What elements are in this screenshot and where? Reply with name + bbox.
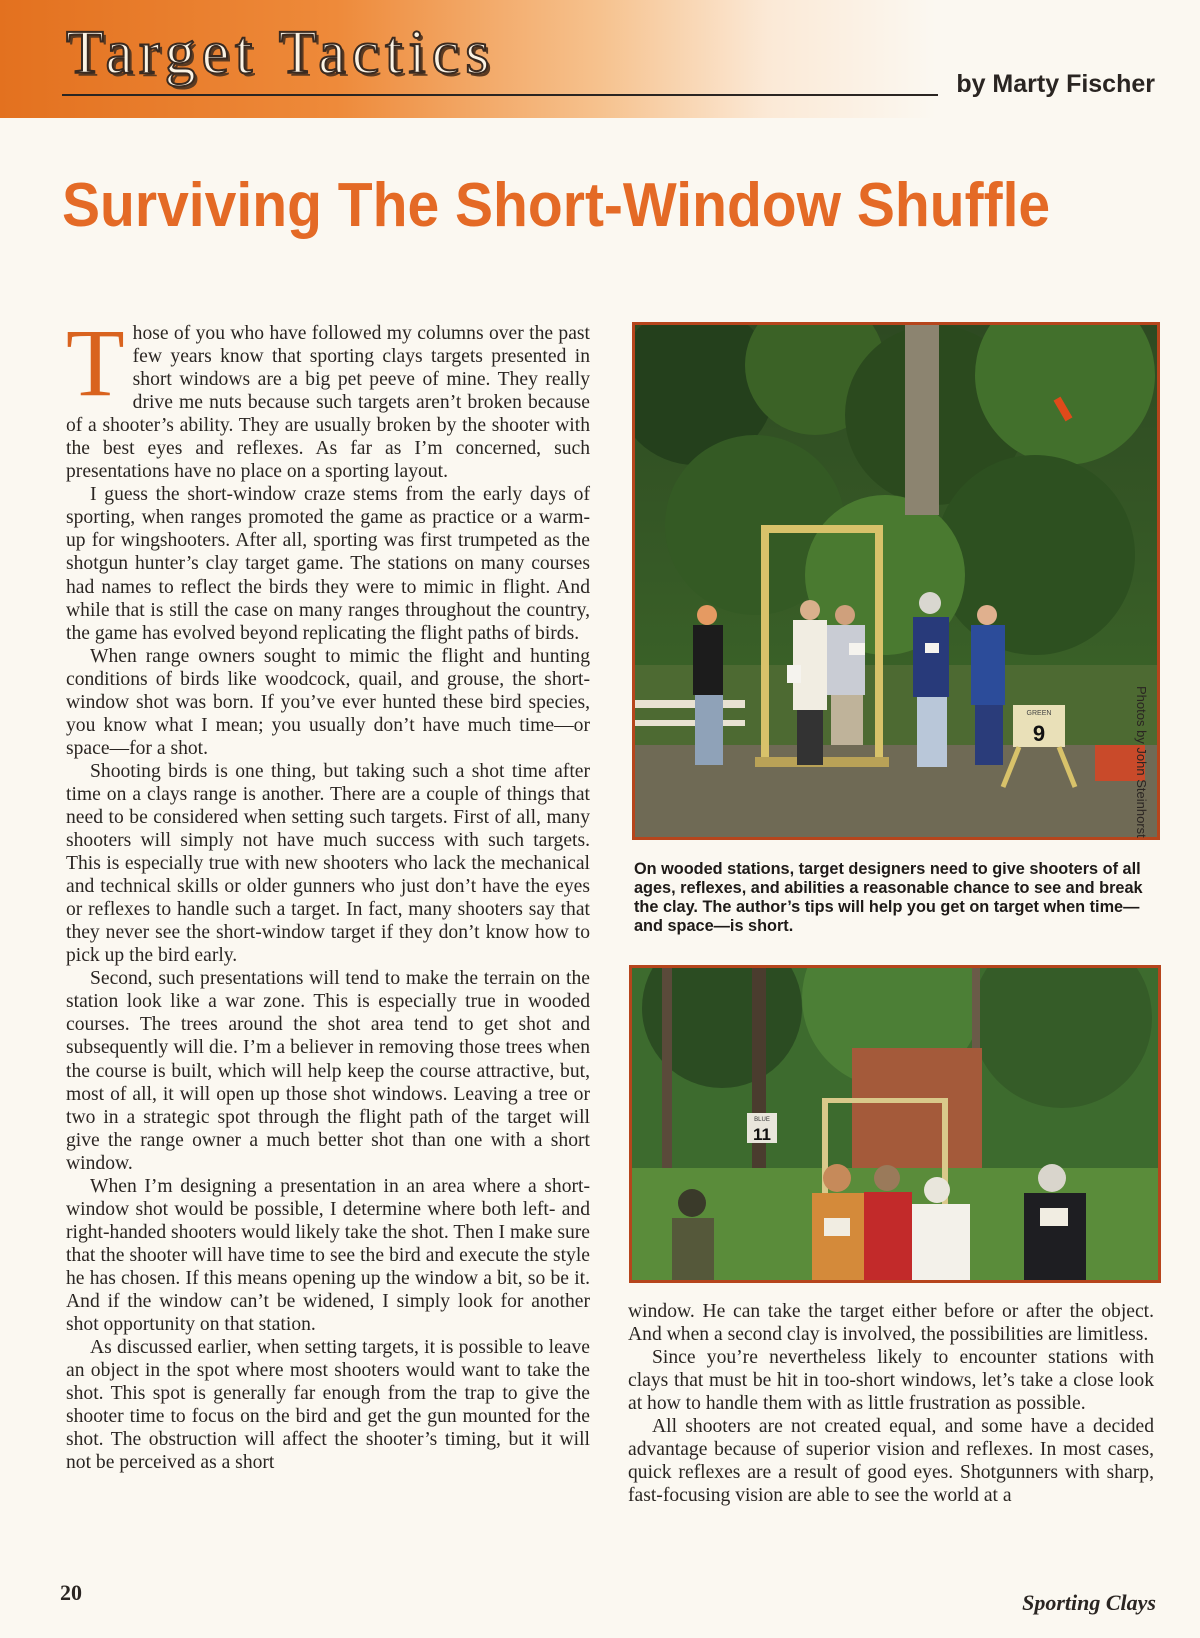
- magazine-name: Sporting Clays: [1022, 1590, 1156, 1615]
- photo-wooded-station-9: [632, 322, 1160, 840]
- paragraph-9: Since you’re nevertheless likely to encounter stations with clays that must be hit in too-short windows, let’s take a close look at how to handle them with as little frustration as possible.: [628, 1347, 1154, 1415]
- shooter-4: [913, 592, 949, 767]
- byline: by Marty Fischer: [956, 70, 1155, 98]
- station-sign-11-label: BLUE: [754, 1117, 770, 1123]
- paragraph-2: I guess the short-window craze stems from the early days of sporting, when ranges promoted the game as practice or a warm-up for wingshooters. After all, sporting was first trumpeted as the shotgun hunter’s clay target game. The stations on many courses had names to reflect the birds they were to mimic in flight. And while that is still the case on many ranges throughout the country, the game has evolved beyond replicating the flight paths of birds.: [66, 484, 590, 644]
- paragraph-7: As discussed earlier, when setting targets, it is possible to leave an object in the spot where most shooters would want to take the shot. This spot is generally far enough from the trap to give the shooter time to focus on the bird and get the gun mounted for the shot. The obstruction will affect the shooter’s timing, but it will not be perceived as a short: [66, 1337, 590, 1474]
- left-column: [66, 309, 590, 1474]
- paragraph-4: Shooting birds is one thing, but taking such a shot time after time on a clays range is another. There are a couple of things that need to be considered when setting such targets. First of all, many shooters will simply not have much success with such targets. This is especially true with new shooters who lack the mechanical and technical skills or older gunners who just don’t have the eyes or reflexes to handle such a target. In fact, many shooters say that they never see the short-window target if they don’t know how to pick up the bird early.: [66, 760, 590, 967]
- section-title: Target Tactics: [66, 19, 496, 87]
- right-column: [628, 1300, 1154, 1507]
- station-sign-11-number: 11: [753, 1125, 771, 1144]
- shooter-5: [971, 605, 1005, 765]
- article-headline: Surviving The Short-Window Shuffle: [62, 171, 1051, 240]
- paragraph-3: When range owners sought to mimic the flight and hunting conditions of birds like woodcock, quail, and grouse, the short-window shot was born. If you’ve ever hunted these bird species, you know what I mean; you usually don’t have much time—or space—for a shot.: [66, 645, 590, 759]
- photo-caption: On wooded stations, target designers need to give shooters of all ages, reflexes, and abilities a reasonable chance to see and break the clay. The author’s tips will help you get on target when time—and space—is short.: [634, 860, 1143, 935]
- paragraph-10: All shooters are not created equal, and some have a decided advantage because of superior vision and reflexes. In most cases, quick reflexes are a result of good eyes. Shotgunners with sharp, fast-focusing vision are able to see the world at a: [628, 1416, 1154, 1507]
- page-number: 20: [60, 1580, 82, 1605]
- station-sign-11: [747, 1113, 777, 1144]
- paragraph-1-text: hose of you who have followed my columns over the past few years know that sporting clays targets presented in short windows are a big pet peeve of mine. They really drive me nuts because such targets aren’t broken because of a shooter’s ability. They are usually broken by the shooter with the best eyes and reflexes. As far as I’m concerned, such presentations have no place on a sporting layout.: [66, 323, 590, 483]
- paragraph-8: window. He can take the target either before or after the object. And when a second clay is involved, the possibilities are limitless.: [628, 1301, 1154, 1346]
- photo-blue-station-11: [629, 965, 1161, 1283]
- station-sign-9-label: GREEN: [1026, 710, 1052, 717]
- station-sign-9-number: 9: [1032, 721, 1046, 746]
- paragraph-5: Second, such presentations will tend to make the terrain on the station look like a war zone. This is especially true in wooded courses. The trees around the shot area tend to get shot and subsequently will die. I’m a believer in removing those trees when the course is built, which will help keep the course attractive, but, most of all, it will open up those shot windows. Leaving a tree or two in a strategic spot through the flight path of the target will give the range owner a much better shot than one with a short window.: [66, 968, 590, 1174]
- paragraph-6: When I’m designing a presentation in an area where a short-window shot would be possible, I determine where both left- and right-handed shooters would likely take the shot. Then I make sure that the shooter will have time to see the bird and execute the style he has chosen. If this means opening up the window a bit, so be it. And if the window can’t be widened, I simply look for another shot opportunity on that station.: [66, 1175, 590, 1336]
- header-rule: [62, 94, 938, 96]
- photo-credit: Photos by John Steinhorst: [1134, 686, 1149, 838]
- shooter-3: [827, 605, 865, 745]
- shooter-left: [693, 605, 723, 765]
- drop-cap: T: [66, 309, 125, 416]
- paragraph-1: [66, 309, 590, 483]
- dirt-bank: [852, 1048, 982, 1188]
- tree-trunk: [905, 325, 939, 515]
